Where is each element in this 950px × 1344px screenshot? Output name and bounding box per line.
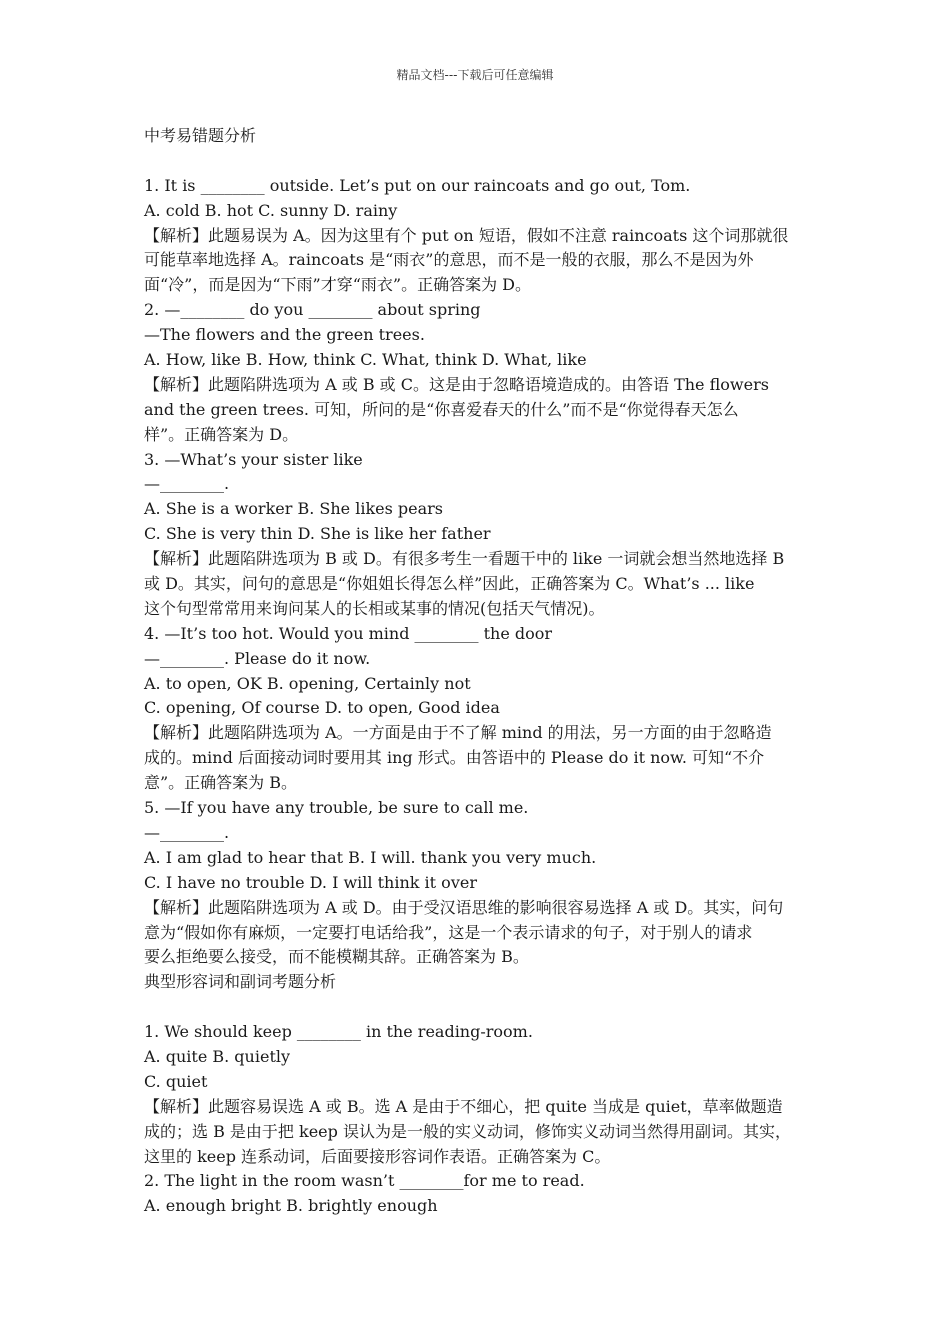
text-line: 【解析】此题陷阱选项为 A 或 D。由于受汉语思维的影响很容易选择 A 或 D。其实，问句 — [144, 897, 784, 917]
text-line: 意为“假如你有麻烦，一定要打电话给我”，这是一个表示请求的句子，对于别人的请求 — [144, 922, 753, 942]
text-line: 【解析】此题陷阱选项为 A 或 B 或 C。这是由于忽略语境造成的。由答语 The flowers — [144, 374, 769, 394]
document-body — [144, 124, 808, 1219]
text-line: 面“冷”，而是因为“下雨”才穿“雨衣”。正确答案为 D。 — [144, 275, 531, 295]
blank-line — [144, 995, 808, 1020]
text-line: 1. We should keep ________ in the reading-room. — [144, 1022, 533, 1042]
text-line: 2. The light in the room wasn’t ________for me to read. — [144, 1171, 585, 1191]
text-line: C. She is very thin D. She is like her father — [144, 524, 491, 544]
text-line: 要么拒绝要么接受，而不能模糊其辞。正确答案为 B。 — [144, 947, 529, 967]
text-line: —The flowers and the green trees. — [144, 325, 425, 345]
text-line: 中考易错题分析 — [144, 126, 257, 145]
text-line: 【解析】此题易误为 A。因为这里有个 put on 短语，假如不注意 raincoats 这个词那就很 — [144, 225, 789, 245]
text-line: 4. —It’s too hot. Would you mind ________ the door — [144, 623, 553, 643]
text-line: A. quite B. quietly — [144, 1046, 291, 1066]
text-line: —________. — [144, 474, 230, 494]
text-line: 或 D。其实，问句的意思是“你姐姐长得怎么样”因此，正确答案为 C。What’s ... like — [144, 574, 755, 594]
text-line: 意”。正确答案为 B。 — [144, 773, 298, 793]
blank-line — [144, 149, 808, 174]
text-line: C. quiet — [144, 1071, 208, 1091]
text-line: A. to open, OK B. opening, Certainly not — [144, 673, 471, 693]
text-line: A. enough bright B. brightly enough — [144, 1196, 438, 1216]
text-line: C. opening, Of course D. to open, Good idea — [144, 698, 500, 718]
text-line: —________. — [144, 822, 230, 842]
text-line: 可能草率地选择 A。raincoats 是“雨衣”的意思，而不是一般的衣服，那么不是因为外 — [144, 250, 754, 270]
text-line: 【解析】此题陷阱选项为 B 或 D。有很多考生一看题干中的 like 一词就会想当然地选择 B — [144, 549, 785, 569]
text-line: 3. —What’s your sister like — [144, 449, 363, 469]
text-line: —________. Please do it now. — [144, 648, 371, 668]
text-line: A. How, like B. How, think C. What, think D. What, like — [144, 350, 587, 370]
text-line: 2. —________ do you ________ about spring — [144, 300, 481, 320]
text-line: 成的。mind 后面接动词时要用其 ing 形式。由答语中的 Please do it now. 可知“不介 — [144, 748, 765, 768]
text-line: 这个句型常常用来询问某人的长相或某事的情况(包括天气情况)。 — [144, 598, 605, 618]
text-line: 成的；选 B 是由于把 keep 误认为是一般的实义动词，修饰实义动词当然得用副词。其实， — [144, 1121, 791, 1141]
text-line: 【解析】此题陷阱选项为 A。一方面是由于不了解 mind 的用法，另一方面的由于忽略造 — [144, 723, 772, 743]
text-line: A. She is a worker B. She likes pears — [144, 499, 444, 519]
text-line: 样”。正确答案为 D。 — [144, 424, 299, 444]
text-line: 5. —If you have any trouble, be sure to call me. — [144, 798, 529, 818]
text-line: 典型形容词和副词考题分析 — [144, 972, 337, 992]
text-line: 【解析】此题容易误选 A 或 B。选 A 是由于不细心，把 quite 当成是 quiet，草率做题造 — [144, 1096, 783, 1116]
text-line: 1. It is ________ outside. Let’s put on our raincoats and go out, Tom. — [144, 175, 691, 195]
text-line: C. I have no trouble D. I will think it over — [144, 872, 477, 892]
text-line: and the green trees. 可知，所问的是“你喜爱春天的什么”而不是“你觉得春天怎么 — [144, 399, 739, 419]
text-line: A. I am glad to hear that B. I will. thank you very much. — [144, 847, 597, 867]
text-line: 这里的 keep 连系动词，后面要接形容词作表语。正确答案为 C。 — [144, 1146, 611, 1166]
page-header: 精品文档---下载后可任意编辑 — [396, 68, 554, 82]
text-line: A. cold B. hot C. sunny D. rainy — [144, 200, 398, 220]
